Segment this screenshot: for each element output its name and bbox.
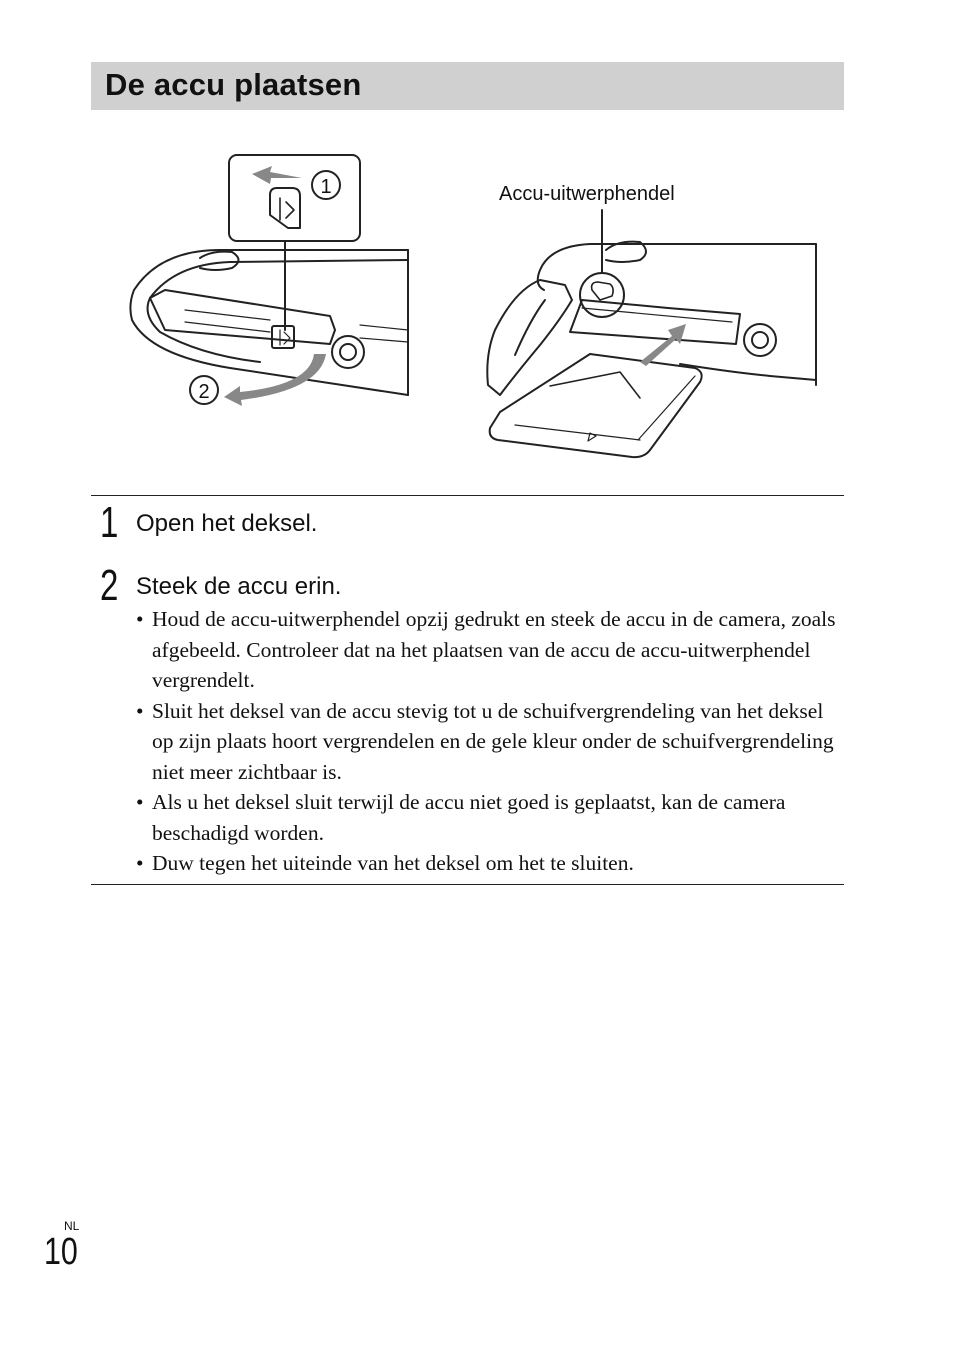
slide-lock-detail	[270, 188, 300, 228]
eject-lever-callout-label: Accu-uitwerphendel	[499, 183, 675, 205]
step-2-bullet-list	[136, 604, 844, 879]
section-title-bar	[91, 62, 844, 110]
section-title: De accu plaatsen	[105, 67, 362, 102]
step-2-text: Steek de accu erin.	[136, 573, 342, 600]
bullet-item: • Houd de accu-uitwerphendel opzij gedrukt en steek de accu in de camera, zoals afgebeeld. Controleer dat na het plaatsen van de accu de accu-uitwerphendel vergrendelt.	[136, 604, 844, 696]
section-bottom-rule	[91, 884, 844, 885]
battery-pack	[490, 354, 702, 457]
camera-body-left	[130, 250, 408, 395]
camera-body-right	[538, 244, 816, 290]
step-1-text: Open het deksel.	[136, 510, 318, 537]
cover-lock	[272, 326, 294, 348]
bullet-item: • Als u het deksel sluit terwijl de accu niet goed is geplaatst, kan de camera beschadigd worden.	[136, 787, 844, 848]
slide-arrow-icon	[252, 166, 302, 184]
eject-lever	[592, 282, 614, 300]
step-2-number: 2	[100, 561, 119, 610]
bullet-item: • Duw tegen het uiteinde van het deksel om het te sluiten.	[136, 848, 844, 879]
battery-compartment	[570, 300, 740, 344]
insert-arrow-icon	[640, 324, 686, 366]
page-number: 10	[44, 1231, 78, 1273]
marker-1-label: 1	[320, 176, 332, 198]
marker-2-label: 2	[198, 381, 210, 403]
illustration-drawing	[120, 140, 830, 470]
battery-insertion-illustration	[120, 140, 830, 470]
bullet-item: • Sluit het deksel van de accu stevig tot u de schuifvergrendeling van het deksel op zijn plaats hoort vergrendelen en de gele kleur onder de schuifvergrendeling niet meer zichtbaar is.	[136, 696, 844, 788]
language-code: NL	[64, 1219, 80, 1233]
step-1-number: 1	[100, 498, 119, 547]
section-top-rule	[91, 495, 844, 496]
open-battery-cover	[487, 280, 572, 395]
